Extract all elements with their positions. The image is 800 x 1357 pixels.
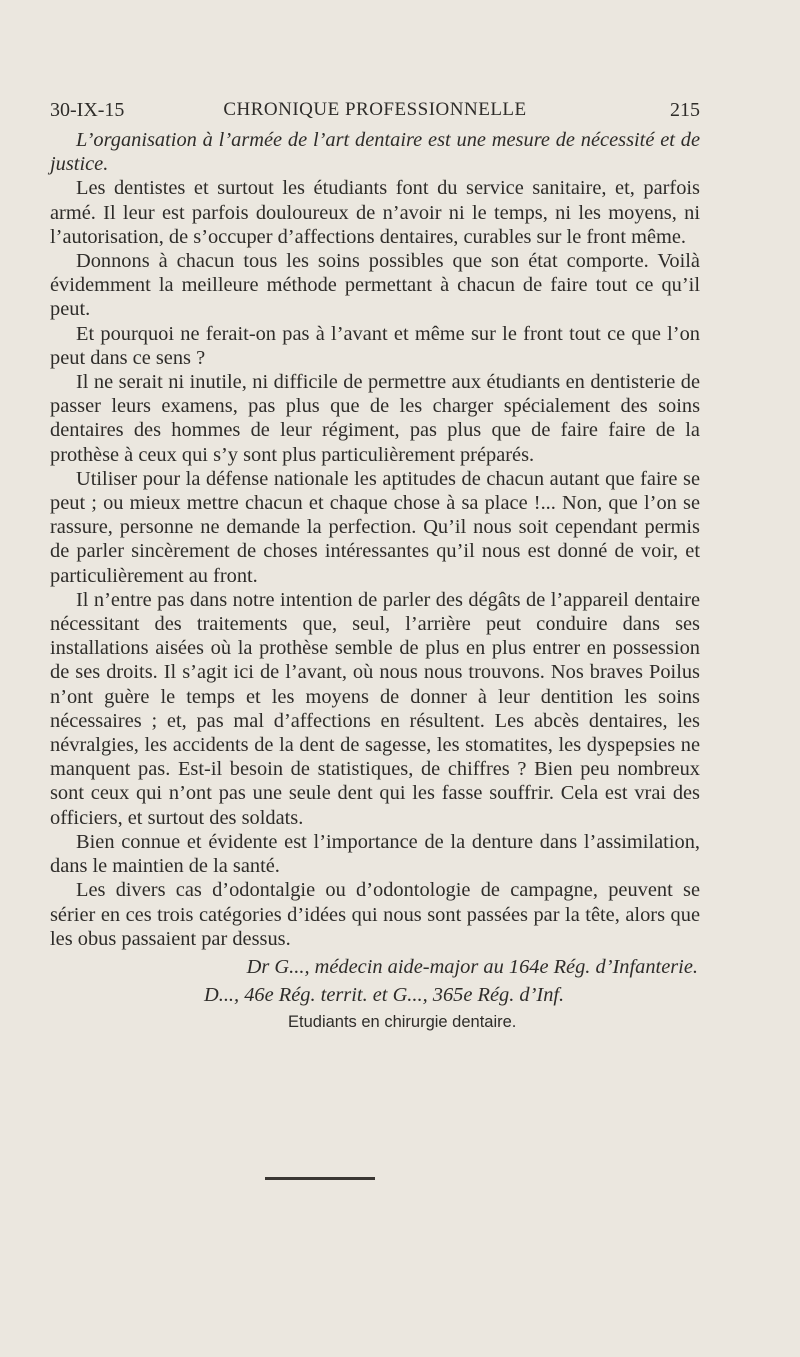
signature-line-1: Dr G..., médecin aide-major au 164e Rég. d’Infanterie.: [246, 955, 698, 978]
paragraph: L’organisation à l’armée de l’art dentaire est une mesure de nécessité et de justice.: [50, 129, 700, 176]
paragraph: Utiliser pour la défense nationale les aptitudes de chacun autant que faire se peut ; ou mieux mettre chacun et chaque chose à sa place !... Non, que l’on se rassure, personne ne demande la perfection. Qu’il nous soit cependant permis de parler sincèrement de choses intéressantes qu’il nous est donné de voir, et particulièrement au front.: [50, 467, 700, 587]
paragraph: Les dentistes et surtout les étudiants font du service sanitaire, et, parfois armé. Il leur est parfois douloureux de n’avoir ni le temps, ni les moyens, ni l’autorisation, de s’occuper d’affections dentaires, curables sur le front même.: [50, 177, 700, 248]
header-date: 30-IX-15: [50, 99, 125, 121]
article-body: [50, 128, 700, 1033]
paragraph: Et pourquoi ne ferait-on pas à l’avant et même sur le front tout ce que l’on peut dans ce sens ?: [50, 322, 700, 369]
page-number: 215: [670, 99, 700, 121]
paragraph: Les divers cas d’odontalgie ou d’odontologie de campagne, peuvent se sérier en ces trois catégories d’idées qui nous sont passées par la tête, alors que les obus passaient par dessus.: [50, 879, 700, 950]
signature-line-3: Etudiants en chirurgie dentaire.: [288, 1013, 517, 1032]
header-title: CHRONIQUE PROFESSIONNELLE: [223, 99, 527, 120]
closing-rule: [265, 1177, 375, 1180]
signature-line-2: D..., 46e Rég. territ. et G..., 365e Rég. d’Inf.: [204, 984, 565, 1007]
paragraph: Bien connue et évidente est l’importance de la denture dans l’assimilation, dans le maintien de la santé.: [50, 830, 700, 878]
paragraph: Donnons à chacun tous les soins possibles que son état comporte. Voilà évidemment la meilleure méthode permettant à chacun de faire tout ce qu’il peut.: [50, 250, 700, 321]
running-header: [50, 98, 700, 122]
paragraph: Il ne serait ni inutile, ni difficile de permettre aux étudiants en dentisterie de passer leurs examens, pas plus que de les charger spécialement des soins dentaires des hommes de leur régiment, pas plus que de faire faire de la prothèse à ceux qui s’y sont plus particulièrement préparés.: [50, 371, 700, 466]
paragraph: Il n’entre pas dans notre intention de parler des dégâts de l’appareil dentaire nécessitant des traitements que, seul, l’arrière peut conduire dans ses installations aisées où la prothèse semble de plus en plus entrer en possession de ses droits. Il s’agit ici de l’avant, où nous nous trouvons. Nos braves Poilus n’ont guère le temps et les moyens de donner à leur dentition les soins nécessaires ; et, pas mal d’affections en résultent. Les abcès dentaires, les névralgies, les accidents de la dent de sagesse, les stomatites, les dyspepsies ne manquent pas. Est-il besoin de statistiques, de chiffres ? Bien peu nombreux sont ceux qui n’ont pas une seule dent qui les fasse souffrir. Cela est vrai des officiers, et surtout des soldats.: [50, 588, 700, 829]
